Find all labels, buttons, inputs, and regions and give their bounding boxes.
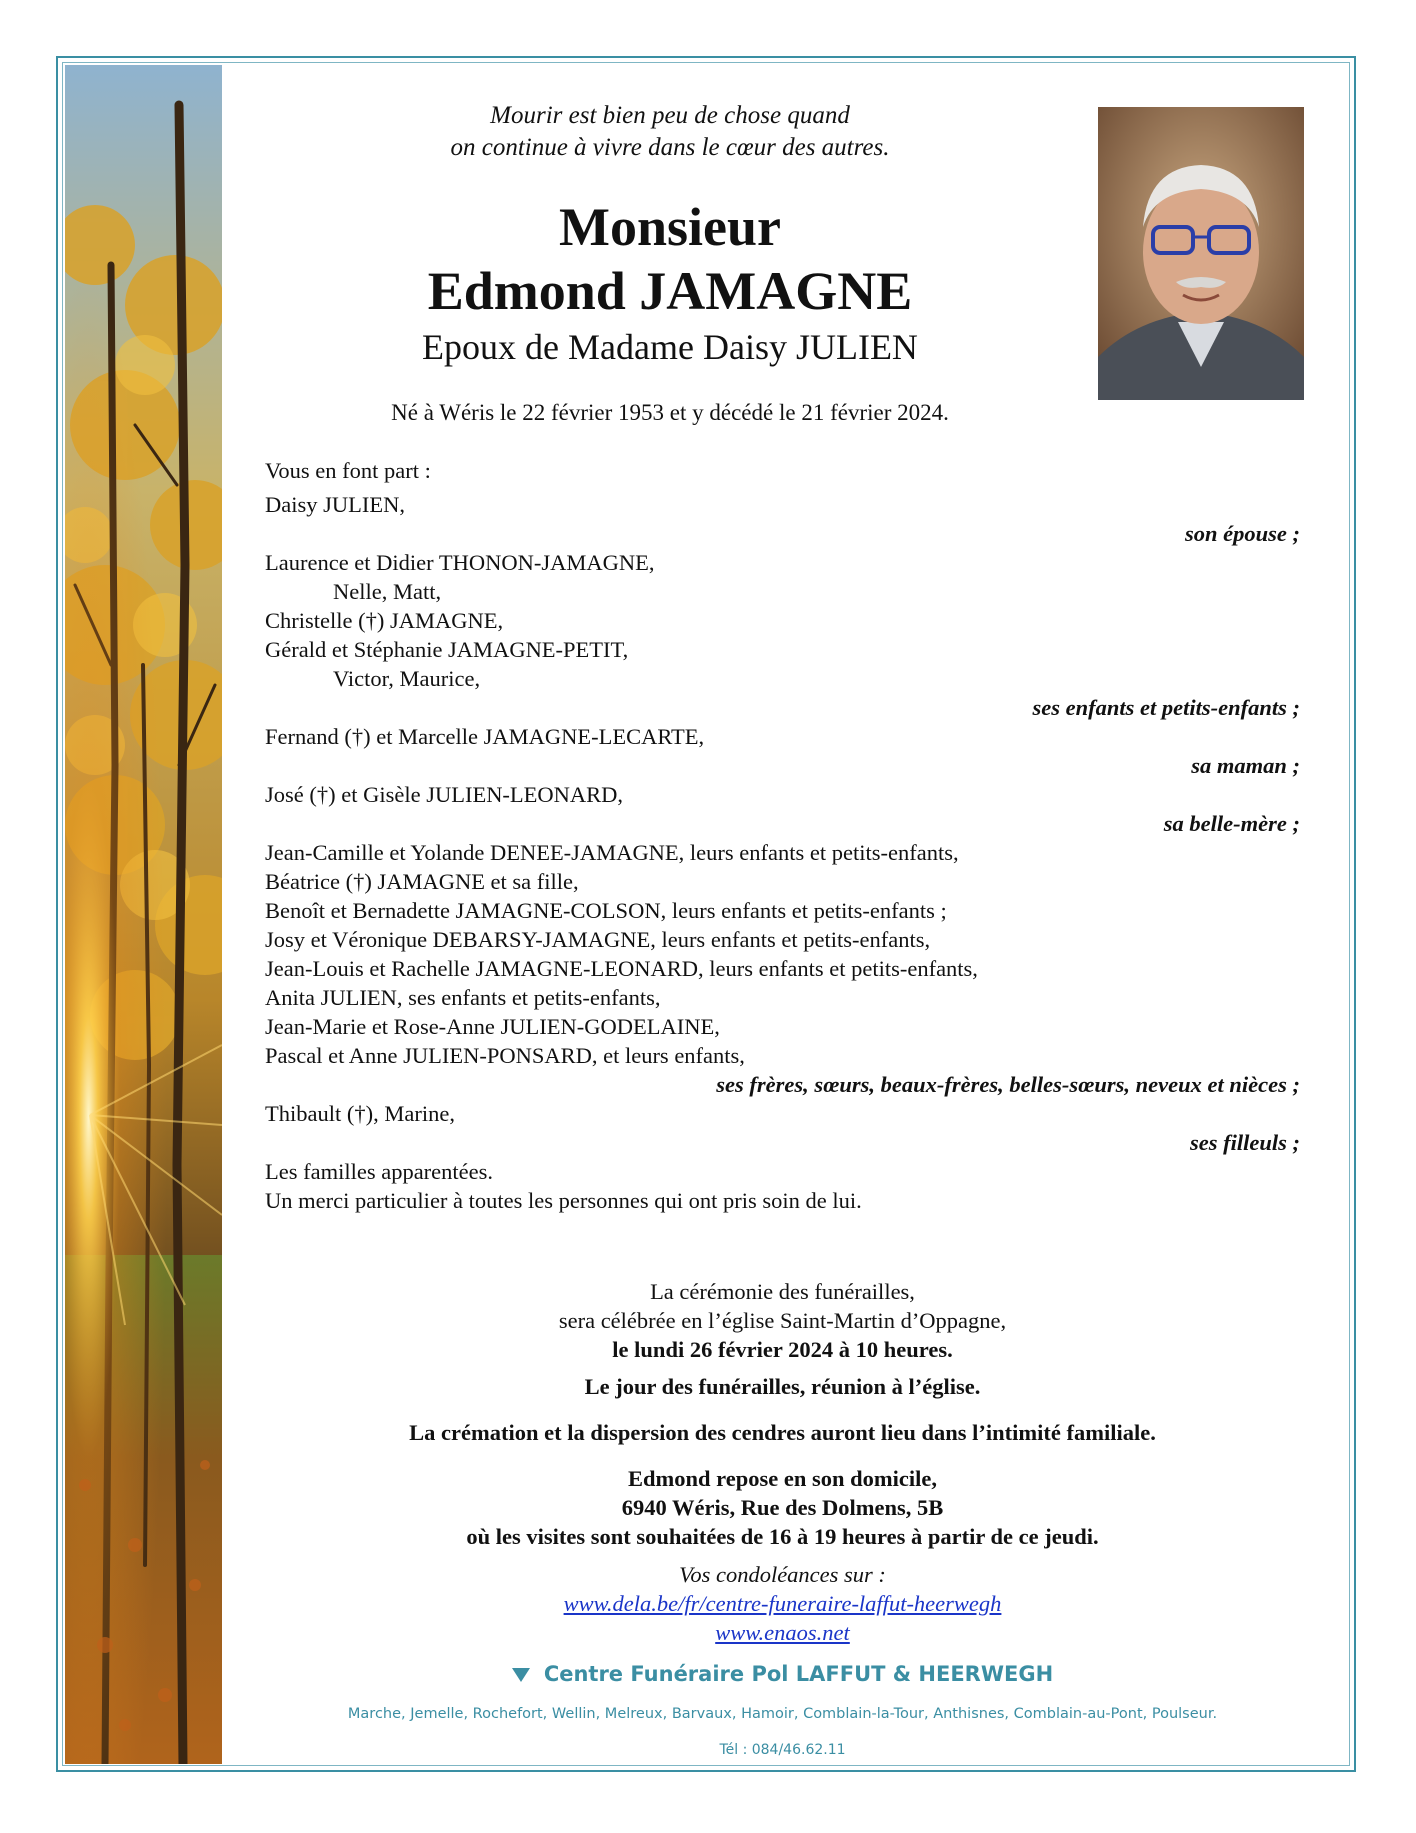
relation-label: sa belle-mère ; bbox=[1163, 811, 1300, 836]
condolences-block bbox=[265, 1560, 1300, 1647]
relation-label: ses enfants et petits-enfants ; bbox=[1032, 695, 1300, 720]
family-line: Pascal et Anne JULIEN-PONSARD, et leurs enfants, bbox=[265, 1043, 745, 1068]
family-line: Christelle (†) JAMAGNE, bbox=[265, 608, 504, 633]
meeting-notice: Le jour des funérailles, réunion à l’église. bbox=[584, 1374, 981, 1399]
spouse-line: Epoux de Madame Daisy JULIEN bbox=[422, 327, 918, 367]
ceremony-block bbox=[265, 1277, 1300, 1364]
ceremony-line: sera célébrée en l’église Saint-Martin d’Oppagne, bbox=[558, 1308, 1007, 1333]
funeral-home-phone: Tél : 084/46.62.11 bbox=[719, 1742, 846, 1758]
condolences-link-dela[interactable]: www.dela.be/fr/centre-funeraire-laffut-heerwegh bbox=[563, 1591, 1002, 1616]
family-line: Josy et Véronique DEBARSY-JAMAGNE, leurs enfants et petits-enfants, bbox=[265, 927, 931, 952]
family-line: Un merci particulier à toutes les personnes qui ont pris soin de lui. bbox=[265, 1188, 862, 1213]
relation-label: sa maman ; bbox=[1191, 753, 1300, 778]
rest-block bbox=[265, 1464, 1300, 1551]
funeral-home-name-row bbox=[265, 1660, 1300, 1688]
announcement-lines bbox=[265, 490, 1300, 1215]
ceremony-date: le lundi 26 février 2024 à 10 heures. bbox=[612, 1337, 953, 1362]
family-line: Anita JULIEN, ses enfants et petits-enfants, bbox=[265, 985, 661, 1010]
family-line: Jean-Camille et Yolande DENEE-JAMAGNE, leurs enfants et petits-enfants, bbox=[265, 840, 959, 865]
rest-line: où les visites sont souhaitées de 16 à 19 heures à partir de ce jeudi. bbox=[466, 1524, 1099, 1549]
quote-line: on continue à vivre dans le cœur des autres. bbox=[450, 134, 890, 161]
cremation-notice: La crémation et la dispersion des cendres auront lieu dans l’intimité familiale. bbox=[409, 1420, 1156, 1445]
ceremony-line: La cérémonie des funérailles, bbox=[650, 1279, 915, 1304]
condolences-link-enaos[interactable]: www.enaos.net bbox=[715, 1620, 850, 1645]
relation-label: ses frères, sœurs, beaux-frères, belles-sœurs, neveux et nièces ; bbox=[716, 1072, 1300, 1097]
triangle-down-icon bbox=[512, 1668, 530, 1682]
funeral-home-name: Centre Funéraire Pol LAFFUT & HEERWEGH bbox=[543, 1662, 1054, 1686]
announcement-intro: Vous en font part : bbox=[265, 458, 431, 483]
opening-quote bbox=[250, 100, 1090, 164]
family-line: Béatrice (†) JAMAGNE et sa fille, bbox=[265, 869, 579, 894]
family-line: Gérald et Stéphanie JAMAGNE-PETIT, bbox=[265, 637, 629, 662]
family-line: Benoît et Bernadette JAMAGNE-COLSON, leurs enfants et petits-enfants ; bbox=[265, 898, 947, 923]
autumn-forest-image bbox=[65, 65, 222, 1764]
quote-line: Mourir est bien peu de chose quand bbox=[490, 102, 850, 129]
family-line: Nelle, Matt, bbox=[333, 579, 442, 604]
family-line: Jean-Marie et Rose-Anne JULIEN-GODELAINE, bbox=[265, 1014, 720, 1039]
family-line: Fernand (†) et Marcelle JAMAGNE-LECARTE, bbox=[265, 724, 705, 749]
family-line: Laurence et Didier THONON-JAMAGNE, bbox=[265, 550, 655, 575]
family-line: Jean-Louis et Rachelle JAMAGNE-LEONARD, leurs enfants et petits-enfants, bbox=[265, 956, 978, 981]
family-line: Les familles apparentées. bbox=[265, 1159, 494, 1184]
family-line: José (†) et Gisèle JULIEN-LEONARD, bbox=[265, 782, 624, 807]
rest-line: 6940 Wéris, Rue des Dolmens, 5B bbox=[621, 1495, 944, 1520]
family-line: Thibault (†), Marine, bbox=[265, 1101, 455, 1126]
relation-label: ses filleuls ; bbox=[1190, 1130, 1300, 1155]
birth-death-line: Né à Wéris le 22 février 1953 et y décédé le 21 février 2024. bbox=[391, 400, 949, 425]
family-line: Victor, Maurice, bbox=[333, 666, 481, 691]
condolences-label: Vos condoléances sur : bbox=[679, 1562, 886, 1587]
deceased-name: Edmond JAMAGNE bbox=[427, 261, 913, 321]
relation-label: son épouse ; bbox=[1184, 521, 1300, 546]
announcement-list bbox=[265, 456, 1300, 1215]
funeral-home-footer bbox=[265, 1660, 1300, 1760]
portrait-photo bbox=[1098, 107, 1304, 400]
title: Monsieur bbox=[559, 197, 781, 257]
funeral-home-towns: Marche, Jemelle, Rochefort, Wellin, Melreux, Barvaux, Hamoir, Comblain-la-Tour, Anthisnes, Comblain-au-Pont, Poulseur. bbox=[347, 1706, 1218, 1722]
rest-line: Edmond repose en son domicile, bbox=[628, 1466, 937, 1491]
family-line: Daisy JULIEN, bbox=[265, 492, 405, 517]
